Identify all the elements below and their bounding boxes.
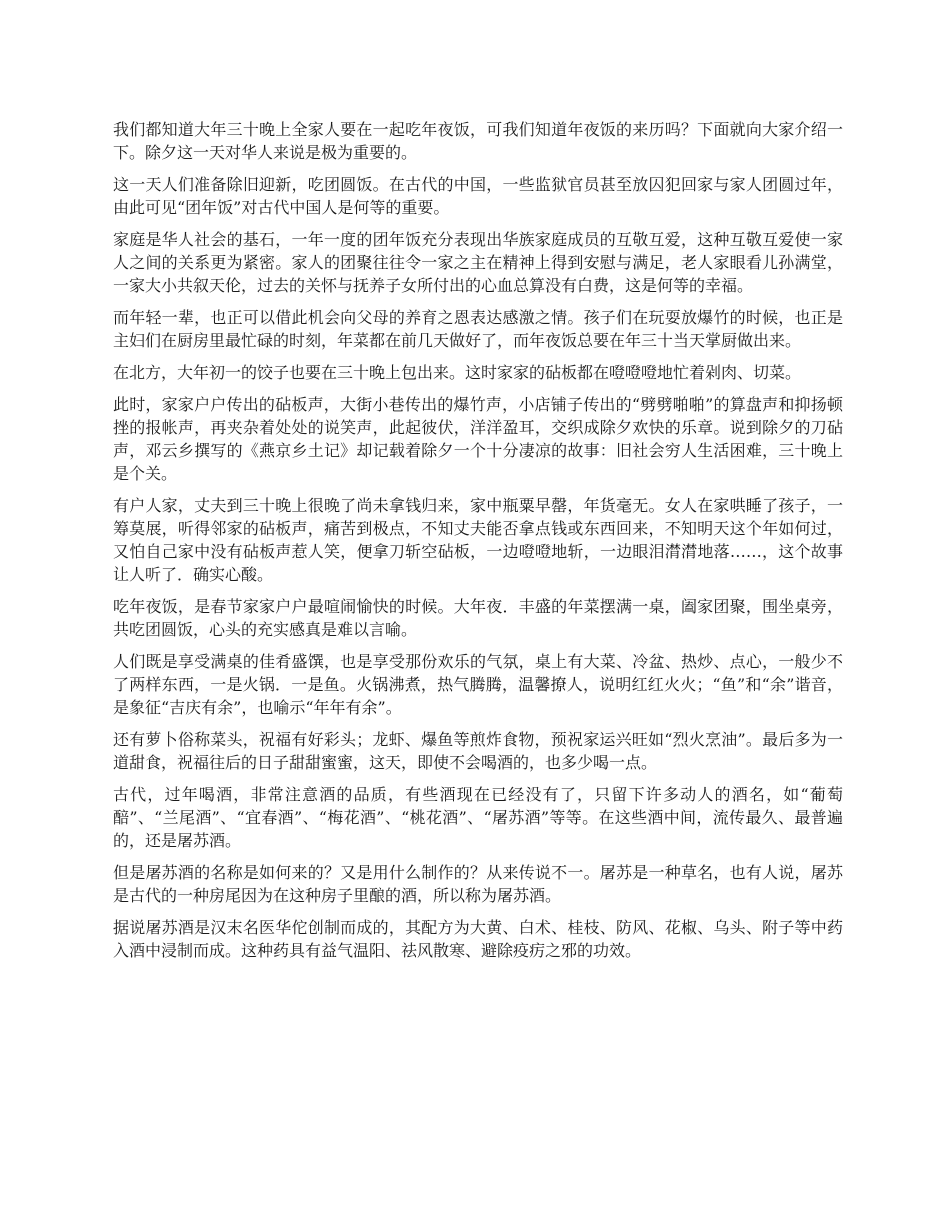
paragraph-3: 家庭是华人社会的基石，一年一度的团年饭充分表现出华族家庭成员的互敬互爱，这种互敬互爱使一家人之间的关系更为紧密。家人的团聚往往令一家之主在精神上得到安慰与满足，老人家眼看儿孙满堂，一家大小共叙天伦，过去的关怀与抚养子女所付出的心血总算没有白费，这是何等的幸福。 — [113, 230, 843, 295]
document-page — [113, 118, 843, 971]
paragraph-13: 据说屠苏酒是汉末名医华佗创制而成的，其配方为大黄、白术、桂枝、防风、花椒、乌头、附子等中药入酒中浸制而成。这种药具有益气温阳、祛风散寒、避除疫疠之邪的功效。 — [113, 918, 843, 960]
paragraph-8: 吃年夜饭，是春节家家户户最喧闹愉快的时候。大年夜．丰盛的年菜摆满一桌，阖家团聚，围坐桌旁，共吃团圆饭，心头的充实感真是难以言喻。 — [113, 597, 843, 639]
paragraph-1: 我们都知道大年三十晚上全家人要在一起吃年夜饭，可我们知道年夜饭的来历吗？下面就向大家介绍一下。除夕这一天对华人来说是极为重要的。 — [113, 120, 843, 162]
paragraph-9: 人们既是享受满桌的佳肴盛馔，也是享受那份欢乐的气氛，桌上有大菜、冷盆、热炒、点心，一般少不了两样东西，一是火锅．一是鱼。火锅沸煮，热气腾腾，温馨撩人，说明红红火火；“鱼”和“余”谐音，是象征“吉庆有余”，也喻示“年年有余”。 — [113, 652, 843, 717]
paragraph-2: 这一天人们准备除旧迎新，吃团圆饭。在古代的中国，一些监狱官员甚至放囚犯回家与家人团圆过年，由此可见“团年饭”对古代中国人是何等的重要。 — [113, 175, 843, 217]
paragraph-11: 古代，过年喝酒，非常注意酒的品质，有些酒现在已经没有了，只留下许多动人的酒名，如“葡萄醅”、“兰尾酒”、“宜春酒”、“梅花酒”、“桃花酒”、“屠苏酒”等等。在这些酒中间，流传最久、最普遍的，还是屠苏酒。 — [113, 785, 843, 850]
paragraph-12: 但是屠苏酒的名称是如何来的？又是用什么制作的？从来传说不一。屠苏是一种草名，也有人说，屠苏是古代的一种房尾因为在这种房子里酿的酒，所以称为屠苏酒。 — [113, 863, 843, 905]
paragraph-4: 而年轻一辈，也正可以借此机会向父母的养育之恩表达感激之情。孩子们在玩耍放爆竹的时候，也正是主妇们在厨房里最忙碌的时刻，年菜都在前几天做好了，而年夜饭总要在年三十当天掌厨做出来。 — [113, 308, 843, 350]
paragraph-5: 在北方，大年初一的饺子也要在三十晚上包出来。这时家家的砧板都在噔噔噔地忙着剁肉、切菜。 — [113, 363, 802, 382]
paragraph-7: 有户人家，丈夫到三十晚上很晚了尚未拿钱归来，家中瓶粟早罄，年货毫无。女人在家哄睡了孩子，一筹莫展，听得邻家的砧板声，痛苦到极点，不知丈夫能否拿点钱或东西回来，不知明天这个年如何过，又怕自己家中没有砧板声惹人笑，便拿刀斩空砧板，一边噔噔地斩，一边眼泪潸潸地落……，这个故事让人听了．确实心酸。 — [113, 496, 843, 584]
paragraph-6: 此时，家家户户传出的砧板声，大街小巷传出的爆竹声，小店铺子传出的“劈劈啪啪”的算盘声和抑扬顿挫的报帐声，再夹杂着处处的说笑声，此起彼伏，洋洋盈耳，交织成除夕欢快的乐章。说到除夕的刀砧声，邓云乡撰写的《燕京乡土记》却记载着除夕一个十分凄凉的故事：旧社会穷人生活困难，三十晚上是个关。 — [113, 395, 843, 483]
paragraph-10: 还有萝卜俗称菜头，祝福有好彩头；龙虾、爆鱼等煎炸食物，预祝家运兴旺如“烈火烹油”。最后多为一道甜食，祝福往后的日子甜甜蜜蜜，这天，即使不会喝酒的，也多少喝一点。 — [113, 730, 843, 772]
